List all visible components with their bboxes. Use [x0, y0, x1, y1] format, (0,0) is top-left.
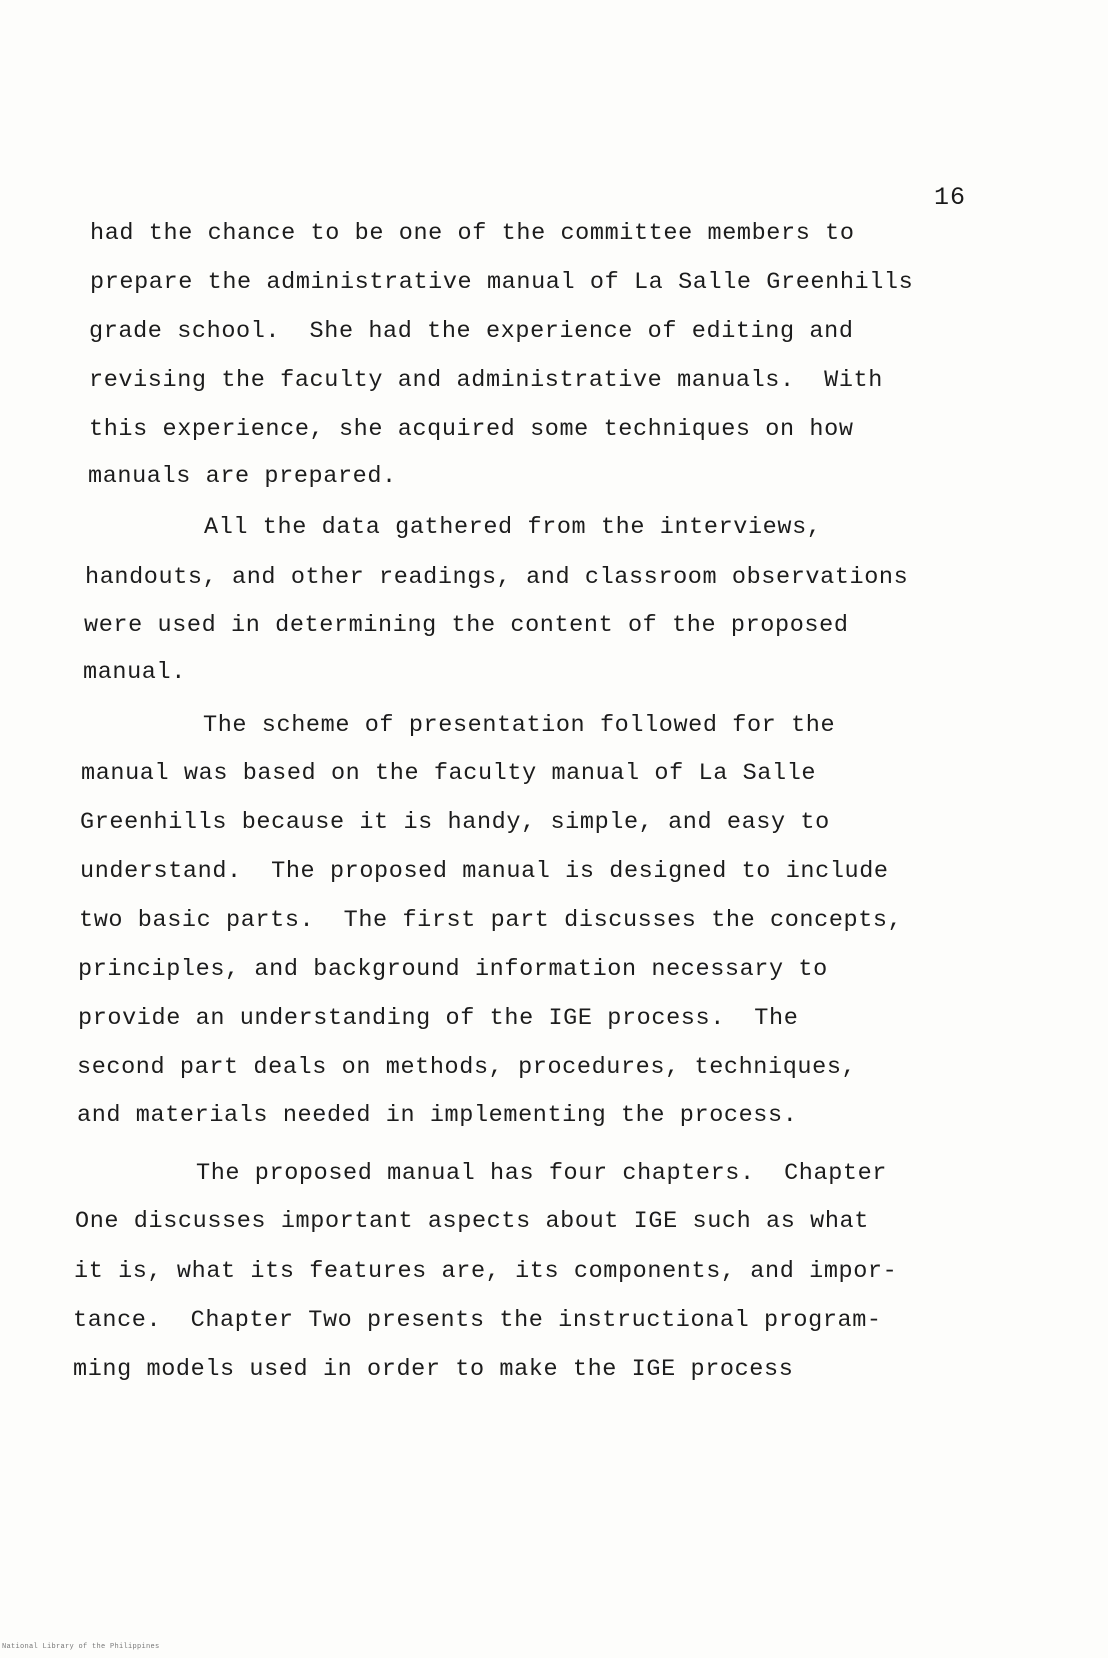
- text-line: had the chance to be one of the committee members to: [90, 220, 855, 247]
- page-number: 16: [934, 183, 967, 212]
- text-line: were used in determining the content of the proposed: [84, 612, 849, 639]
- text-line: second part deals on methods, procedures, techniques,: [77, 1054, 857, 1081]
- text-line: Greenhills because it is handy, simple, and easy to: [80, 809, 830, 836]
- text-line: two basic parts. The first part discusses the concepts,: [79, 907, 903, 934]
- text-line: tance. Chapter Two presents the instructional program-: [73, 1307, 882, 1334]
- text-line: manuals are prepared.: [88, 463, 397, 490]
- text-line: it is, what its features are, its components, and impor-: [74, 1258, 898, 1285]
- text-line: understand. The proposed manual is designed to include: [80, 858, 889, 885]
- text-line: manual was based on the faculty manual of La Salle: [81, 760, 817, 787]
- text-line: grade school. She had the experience of editing and: [89, 318, 854, 345]
- text-line: One discusses important aspects about IGE such as what: [75, 1208, 869, 1235]
- text-line: handouts, and other readings, and classroom observations: [85, 564, 909, 591]
- text-line: The proposed manual has four chapters. Chapter: [196, 1160, 888, 1187]
- text-line: principles, and background information necessary to: [78, 956, 828, 983]
- text-line: revising the faculty and administrative manuals. With: [89, 367, 883, 394]
- text-line: manual.: [83, 659, 186, 686]
- text-line: and materials needed in implementing the process.: [77, 1102, 798, 1129]
- text-line: ming models used in order to make the IGE process: [73, 1356, 794, 1383]
- text-line: The scheme of presentation followed for the: [203, 712, 836, 739]
- text-line: this experience, she acquired some techniques on how: [89, 416, 854, 443]
- text-line: All the data gathered from the interviews,: [204, 514, 822, 541]
- text-line: provide an understanding of the IGE process. The: [78, 1005, 799, 1032]
- text-line: prepare the administrative manual of La Salle Greenhills: [90, 269, 914, 296]
- scan-footer: National Library of the Philippines: [2, 1643, 160, 1651]
